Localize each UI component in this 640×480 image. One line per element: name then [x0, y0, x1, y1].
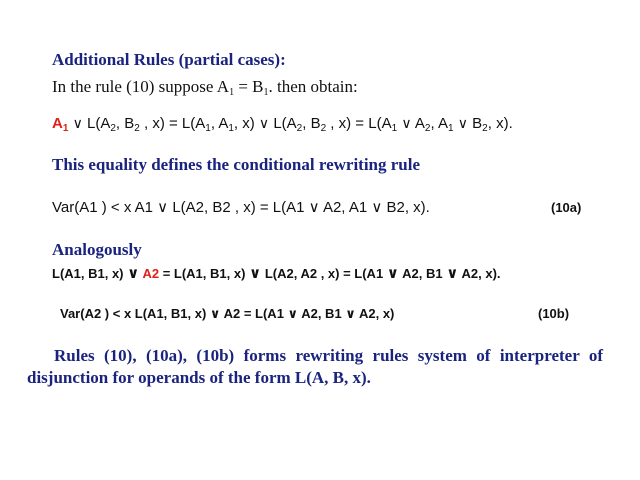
equation1-part: L(A [87, 115, 111, 132]
rule10-intro [52, 77, 358, 97]
rule10-intro-text-mid: = B [234, 77, 264, 96]
equation-rule10-case: $A_1$ ∨ $L(A_2$, $B_2$ , $x) = L(A_1$, $A_1$, x) ∨ $L(A_2$, $B_2$ , $x) = L(A_1$ ∨ $A_2$, $A_1$ ∨ $B_2$, x). [52, 115, 513, 134]
equation-analog-part4: A2, B1 [398, 266, 447, 281]
equation-analog-part5: A2, x). [458, 266, 501, 281]
or-symbol: ∨ [72, 115, 83, 131]
rules-summary-paragraph: Rules (10), (10a), (10b) forms rewriting rules system of interpreter of disjunction for operands of the form L(A, B, x). [27, 346, 603, 387]
rule10-intro-sub1: 1 [229, 87, 235, 98]
equation-10a: Var(A1 ) < x A1 ∨ L(A2, B2 , x) = L(A1 ∨ A2, A1 ∨ B2, x). [52, 199, 430, 216]
equation-analog-part1: L(A1, B1, x) [52, 266, 128, 281]
or-symbol: ∨ [457, 115, 468, 131]
equation-10b: Var(A2 ) < x L(A1, B1, x) ∨ A2 = L(A1 ∨ A2, B1 ∨ A2, x) [60, 306, 395, 321]
or-symbol: ∨ [127, 265, 140, 282]
equation-analog-part3: L(A2, A2 , x) = L(A1 [261, 266, 387, 281]
or-symbol: ∨ [249, 265, 262, 282]
or-symbol: ∨ [446, 265, 459, 282]
or-symbol: ∨ [401, 115, 412, 131]
heading-analogously: Analogously [52, 240, 142, 259]
heading-conditional-rule: This equality defines the conditional rewriting rule [52, 155, 421, 174]
equation-analog [52, 264, 501, 282]
equation-analog-part2: = L(A1, B1, x) [159, 266, 250, 281]
equation-10b-tag: (10b) [538, 306, 570, 321]
equation-10a-tag: (10a) [551, 200, 582, 215]
equation-analog-red-term: A2 [142, 266, 160, 281]
rule10-intro-sub2: 1 [263, 87, 269, 98]
or-symbol: ∨ [258, 115, 270, 131]
equation1-lead: $A_1$ [52, 115, 69, 134]
heading-additional-rules: Additional Rules (partial cases): [52, 50, 286, 69]
or-symbol: ∨ [386, 265, 399, 282]
rule10-intro-text-before: In the rule (10) suppose A [52, 77, 230, 96]
rule10-intro-text-after: . then obtain: [268, 77, 358, 96]
